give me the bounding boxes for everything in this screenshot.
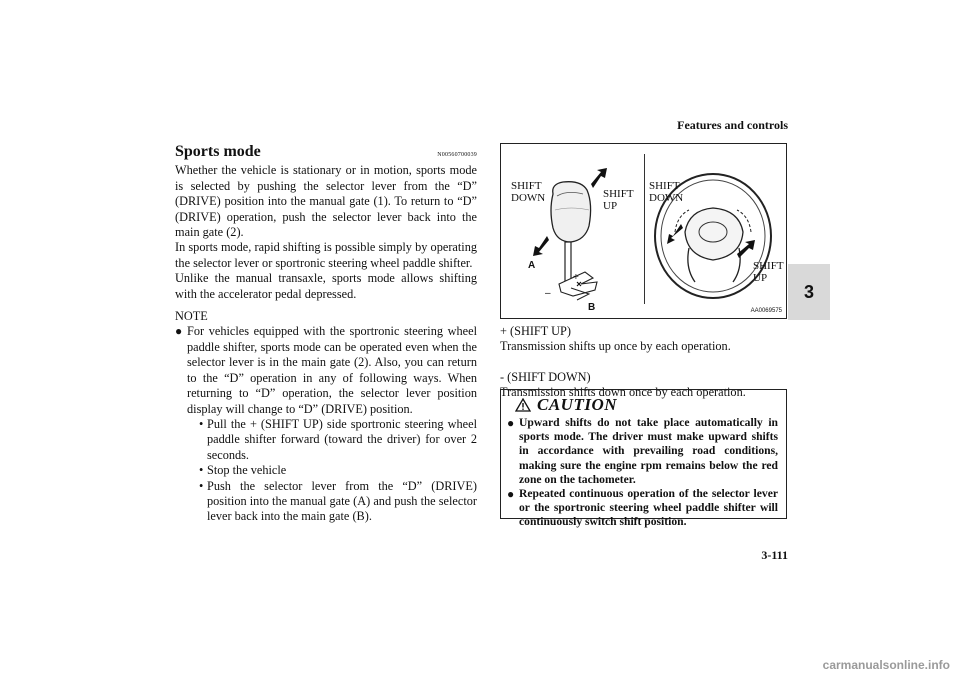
warning-triangle-icon: [515, 398, 531, 412]
section-title-text: Sports mode: [175, 143, 261, 160]
selector-lever-illustration: [501, 144, 644, 318]
note-subitem-text: Push the selector lever from the “D” (DRIVE) position into the manual gate (A) and push the selector lever back into the main gate (B).: [207, 478, 477, 524]
note-subitem: [199, 479, 477, 525]
watermark: carmanualsonline.info: [822, 658, 950, 672]
section-code: N00560700039: [437, 152, 477, 158]
figure-code: AA0069575: [750, 308, 782, 314]
paragraph-1: Whether the vehicle is stationary or in motion, sports mode is selected by pushing the selector lever from the “D” (DRIVE) position into the manual gate (1). To return to “D” (DRIVE) operation, push the selector lever back into the main gate (2).: [175, 163, 477, 240]
note-bullet-body: For vehicles equipped with the sportronic steering wheel paddle shifter, sports mode can be operated even when the selector lever is in the main gate (2). Also, you can return to the “D” operation in any of following ways. When returning to “D” operation, the selector lever position display will change to “D” (DRIVE) position.: [187, 324, 477, 416]
shift-up-text: Transmission shifts up once by each operation.: [500, 339, 731, 354]
shift-illustration: [500, 143, 787, 319]
note-subitem-text: Stop the vehicle: [207, 463, 287, 478]
shift-down-heading: - (SHIFT DOWN): [500, 369, 591, 384]
note-subitem-text: Pull the + (SHIFT UP) side sportronic steering wheel paddle shifter forward (toward the driver) for over 2 seconds.: [207, 416, 477, 462]
caution-item: [507, 487, 778, 530]
steering-wheel-illustration: [645, 144, 788, 318]
label-minus: –: [545, 288, 551, 299]
bullet-icon: ●: [175, 324, 183, 339]
note-bullet-text: [187, 324, 477, 524]
caution-header: [515, 394, 778, 416]
note-label: NOTE: [175, 309, 208, 324]
left-column: [175, 136, 477, 525]
note-subitem: [199, 417, 477, 463]
caution-item-text: Upward shifts do not take place automatically in sports mode. The driver must make upward shifts in accordance with prevailing road conditions, making sure the engine rpm remains below the red zone on the tachometer.: [519, 416, 778, 486]
right-shift-down-label: SHIFT DOWN: [649, 180, 684, 204]
caution-item: [507, 416, 778, 487]
subitem-bullet-icon: •: [199, 478, 204, 493]
chapter-tab: 3: [788, 264, 830, 320]
label-plus: +: [573, 272, 579, 283]
bullet-icon: ●: [507, 487, 515, 502]
paragraph-2: In sports mode, rapid shifting is possible simply by operating the selector lever or sportronic steering wheel paddle shifter.: [175, 240, 477, 270]
page-header-title: Features and controls: [677, 118, 788, 132]
left-shift-up-label: SHIFT UP: [603, 188, 634, 212]
caution-item-text: Repeated continuous operation of the selector lever or the sportronic steering wheel paddle shifter will continuously switch shift position.: [519, 487, 778, 529]
note-subitem: [199, 463, 477, 478]
note-bullet: [175, 324, 477, 524]
subitem-bullet-icon: •: [199, 463, 204, 478]
label-a: A: [528, 260, 536, 271]
left-shift-down-label: SHIFT DOWN: [511, 180, 546, 204]
bullet-icon: ●: [507, 416, 515, 430]
shift-up-heading: + (SHIFT UP): [500, 324, 571, 338]
caution-box: [500, 389, 787, 529]
label-b: B: [588, 302, 596, 313]
shift-down-text: Transmission shifts down once by each operation.: [500, 385, 746, 400]
section-title: [175, 136, 477, 163]
paragraph-3: Unlike the manual transaxle, sports mode allows shifting with the accelerator pedal depressed.: [175, 271, 477, 301]
right-shift-up-label: SHIFT UP: [753, 260, 784, 284]
caution-title: CAUTION: [537, 395, 618, 414]
page-number: 3-111: [761, 548, 788, 562]
subitem-bullet-icon: •: [199, 416, 204, 431]
